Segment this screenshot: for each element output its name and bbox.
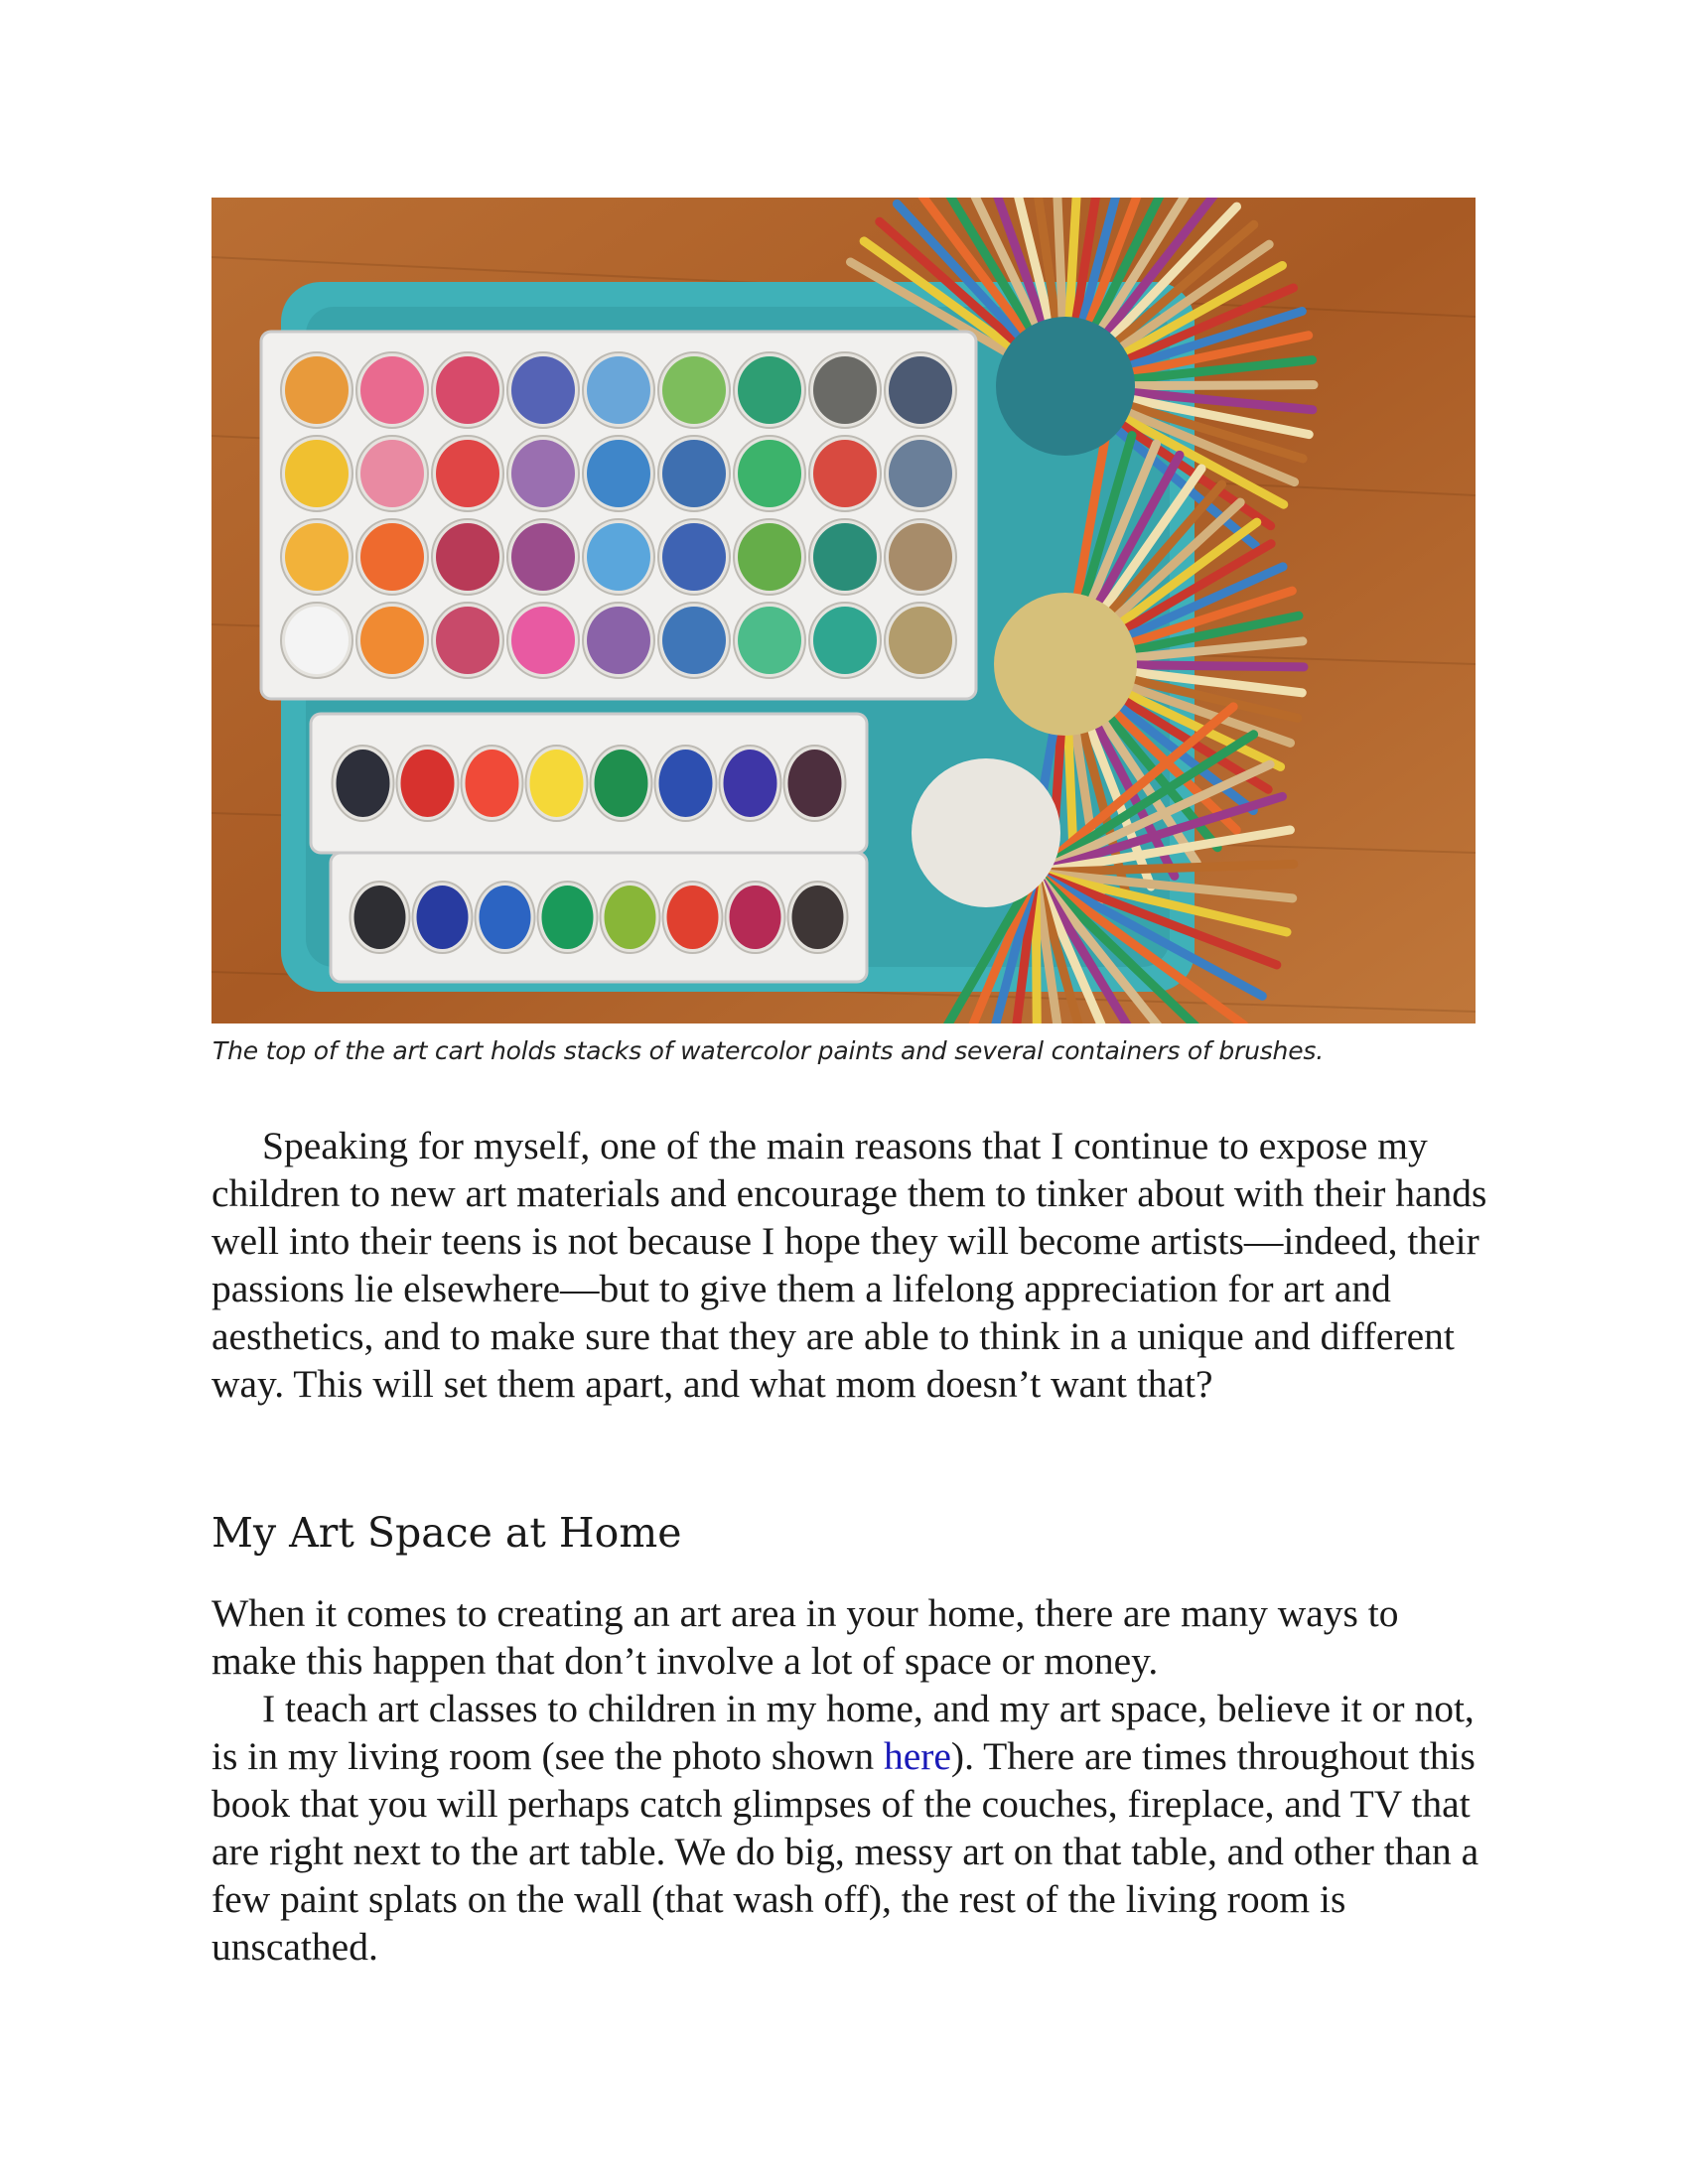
paint-cake: [662, 523, 726, 591]
figure-caption: The top of the art cart holds stacks of watercolor paints and several containers of brushes.: [212, 1036, 1324, 1065]
paint-cake: [511, 440, 575, 507]
paint-cake: [813, 356, 877, 424]
paint-cake: [401, 750, 455, 817]
paint-cake: [813, 607, 877, 674]
paint-cake: [738, 607, 801, 674]
paint-cake: [530, 750, 584, 817]
paint-cake: [738, 523, 801, 591]
paint-cake: [285, 440, 349, 507]
paint-cake: [337, 750, 390, 817]
paint-cake: [360, 523, 424, 591]
paint-cake: [466, 750, 519, 817]
paint-cake: [788, 750, 842, 817]
paint-cake: [587, 523, 650, 591]
paint-cake: [662, 607, 726, 674]
paint-cake: [813, 523, 877, 591]
paint-cake: [360, 356, 424, 424]
paint-cake: [889, 607, 952, 674]
brush-cup: [996, 317, 1135, 456]
paint-cake: [662, 356, 726, 424]
paint-cake: [587, 440, 650, 507]
paint-cake: [813, 440, 877, 507]
paint-cake: [436, 607, 499, 674]
brush-cup: [912, 758, 1060, 907]
large-watercolor-palette: [261, 332, 976, 699]
paint-cake: [542, 886, 594, 949]
paint-cake: [511, 356, 575, 424]
paragraph-3-before-link: I teach art classes to children in my home, and my art space, believe it or not, is in my living room (see the photo shown: [211, 1687, 1475, 1778]
palette-tray: [331, 853, 867, 982]
paragraph-1: Speaking for myself, one of the main reasons that I continue to expose my children to new art materials and encourage them to tinker about with their hands well into their teens is not because I hope they will become artists—indeed, their passions lie elsewhere—but to give them a lifelong appreciation for art and aesthetics, and to make sure that they are able to think in a unique and different way. This will set them apart, and what mom doesn’t want that?: [211, 1124, 1487, 1406]
paragraph-3: [211, 1685, 1492, 1971]
paint-cake: [792, 886, 844, 949]
paint-cake: [738, 440, 801, 507]
paint-cake: [595, 750, 648, 817]
paint-cake: [285, 356, 349, 424]
small-watercolor-palette-2: [331, 853, 867, 982]
paint-cake: [360, 440, 424, 507]
paint-cake: [436, 523, 499, 591]
paint-cake: [285, 607, 349, 674]
paint-cake: [587, 607, 650, 674]
paint-cake: [360, 607, 424, 674]
paint-cake: [605, 886, 656, 949]
paint-cake: [285, 523, 349, 591]
paint-cake: [889, 356, 952, 424]
small-watercolor-palette-1: [311, 714, 867, 853]
here-link[interactable]: here: [883, 1734, 951, 1778]
paragraph-3-after-link: ). There are times throughout this book that you will perhaps catch glimpses of the couches, fireplace, and TV that are right next to the art table. We do big, messy art on that table, and other than a few paint splats on the wall (that wash off), the rest of the living room is unscathed.: [211, 1734, 1479, 1969]
paragraph-2: When it comes to creating an art area in your home, there are many ways to make this happen that don’t involve a lot of space or money.: [211, 1591, 1399, 1683]
paint-cake: [436, 356, 499, 424]
section-heading: My Art Space at Home: [211, 1509, 682, 1557]
paint-cake: [889, 440, 952, 507]
brush-cup: [994, 593, 1137, 736]
paint-cake: [511, 607, 575, 674]
paint-cake: [659, 750, 713, 817]
paint-cake: [417, 886, 469, 949]
paint-cake: [889, 523, 952, 591]
paint-cake: [662, 440, 726, 507]
paint-cake: [436, 440, 499, 507]
art-cart-photo: [211, 198, 1476, 1024]
paint-cake: [667, 886, 719, 949]
paint-cake: [587, 356, 650, 424]
paint-cake: [738, 356, 801, 424]
paint-cake: [730, 886, 781, 949]
paint-cake: [480, 886, 531, 949]
paint-cake: [724, 750, 777, 817]
paint-cake: [354, 886, 406, 949]
paint-cake: [511, 523, 575, 591]
